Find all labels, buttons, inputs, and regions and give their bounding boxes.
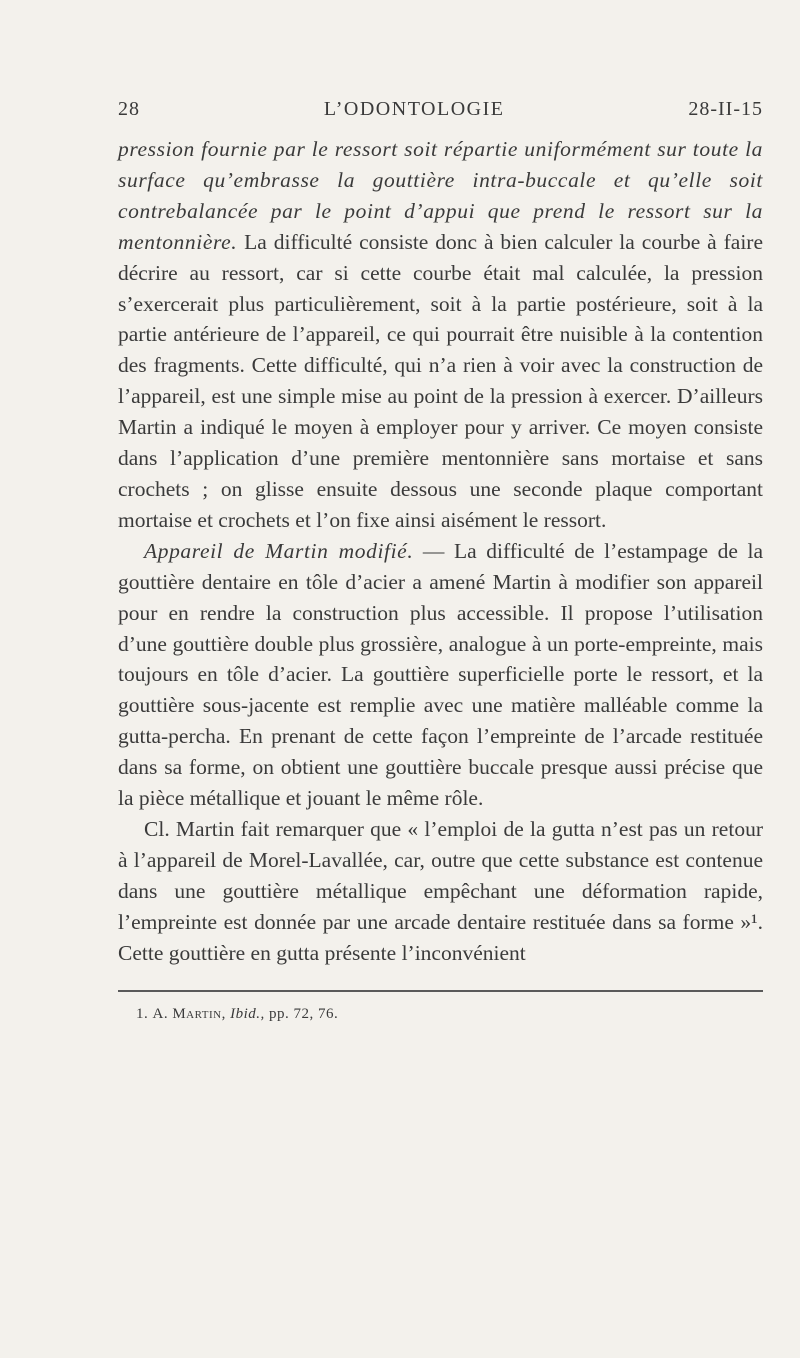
header-date: 28-II-15	[688, 98, 763, 120]
footnote-author: A. Martin,	[152, 1006, 226, 1023]
paragraph-1-text: La difficulté consiste donc à bien calculer la courbe à faire décrire au ressort, car si cette courbe était mal calculée, la pression s’exercerait plus particulièrement, soit à la partie postérieure, soit à la partie antérieure de l’appareil, ce qui pourrait être nuisible à la contention des fragments. Cette difficulté, qui n’a rien à voir avec la construction de l’appareil, est une simple mise au point de la pression à exercer. D’ailleurs Martin a indiqué le moyen à employer pour y arriver. Ce moyen consiste dans l’application d’une première mentonnière sans mortaise et sans crochets ; on glisse ensuite dessous une seconde plaque comportant mortaise et crochets et l’on fixe ainsi aisément le ressort.	[118, 229, 763, 532]
footnote-ref: Ibid.,	[230, 1006, 265, 1023]
page-number: 28	[118, 98, 140, 120]
paragraph-2-text: — La difficulté de l’estampage de la gouttière dentaire en tôle d’acier a amené Martin à modifier son appareil pour en rendre la construction plus accessible. Il propose l’utilisation d’une gouttière double plus grossière, analogue à un porte-empreinte, mais toujours en tôle d’acier. La gouttière superficielle porte le ressort, et la gouttière sous-jacente est remplie avec une matière malléable comme la gutta-percha. En prenant de cette façon l’empreinte de l’arcade restituée dans sa forme, on obtient une gouttière buccale presque aussi précise que la pièce métallique et jouant le même rôle.	[118, 538, 763, 811]
footnote-number: 1.	[136, 1006, 149, 1023]
paragraph-3	[118, 814, 763, 969]
footnote	[118, 1006, 763, 1023]
running-header	[118, 98, 763, 134]
footnote-pages: pp. 72, 76.	[269, 1006, 339, 1023]
paragraph-1	[118, 134, 763, 536]
section-heading-appareil-modifie: Appareil de Martin modifié.	[144, 538, 414, 563]
footnote-rule	[118, 990, 763, 992]
paragraph-2	[118, 536, 763, 814]
paragraph-3-text: Cl. Martin fait remarquer que « l’emploi de la gutta n’est pas un retour à l’appareil de Morel-Lavallée, car, outre que cette substance est contenue dans une gouttière métallique empêchant une déformation rapide, l’empreinte est donnée par une arcade dentaire restituée dans sa forme »¹. Cette gouttière en gutta présente l’inconvénient	[118, 816, 763, 965]
paragraph-1-italic: pression fournie par le ressort soit répartie uniformément sur toute la surface qu’embrasse la gouttière intra-buccale et qu’elle soit contrebalancée par le point d’appui que prend le ressort sur la mentonnière.	[118, 137, 763, 254]
page	[118, 98, 763, 1023]
running-title: L’ODONTOLOGIE	[323, 98, 505, 120]
body-text	[118, 134, 763, 968]
